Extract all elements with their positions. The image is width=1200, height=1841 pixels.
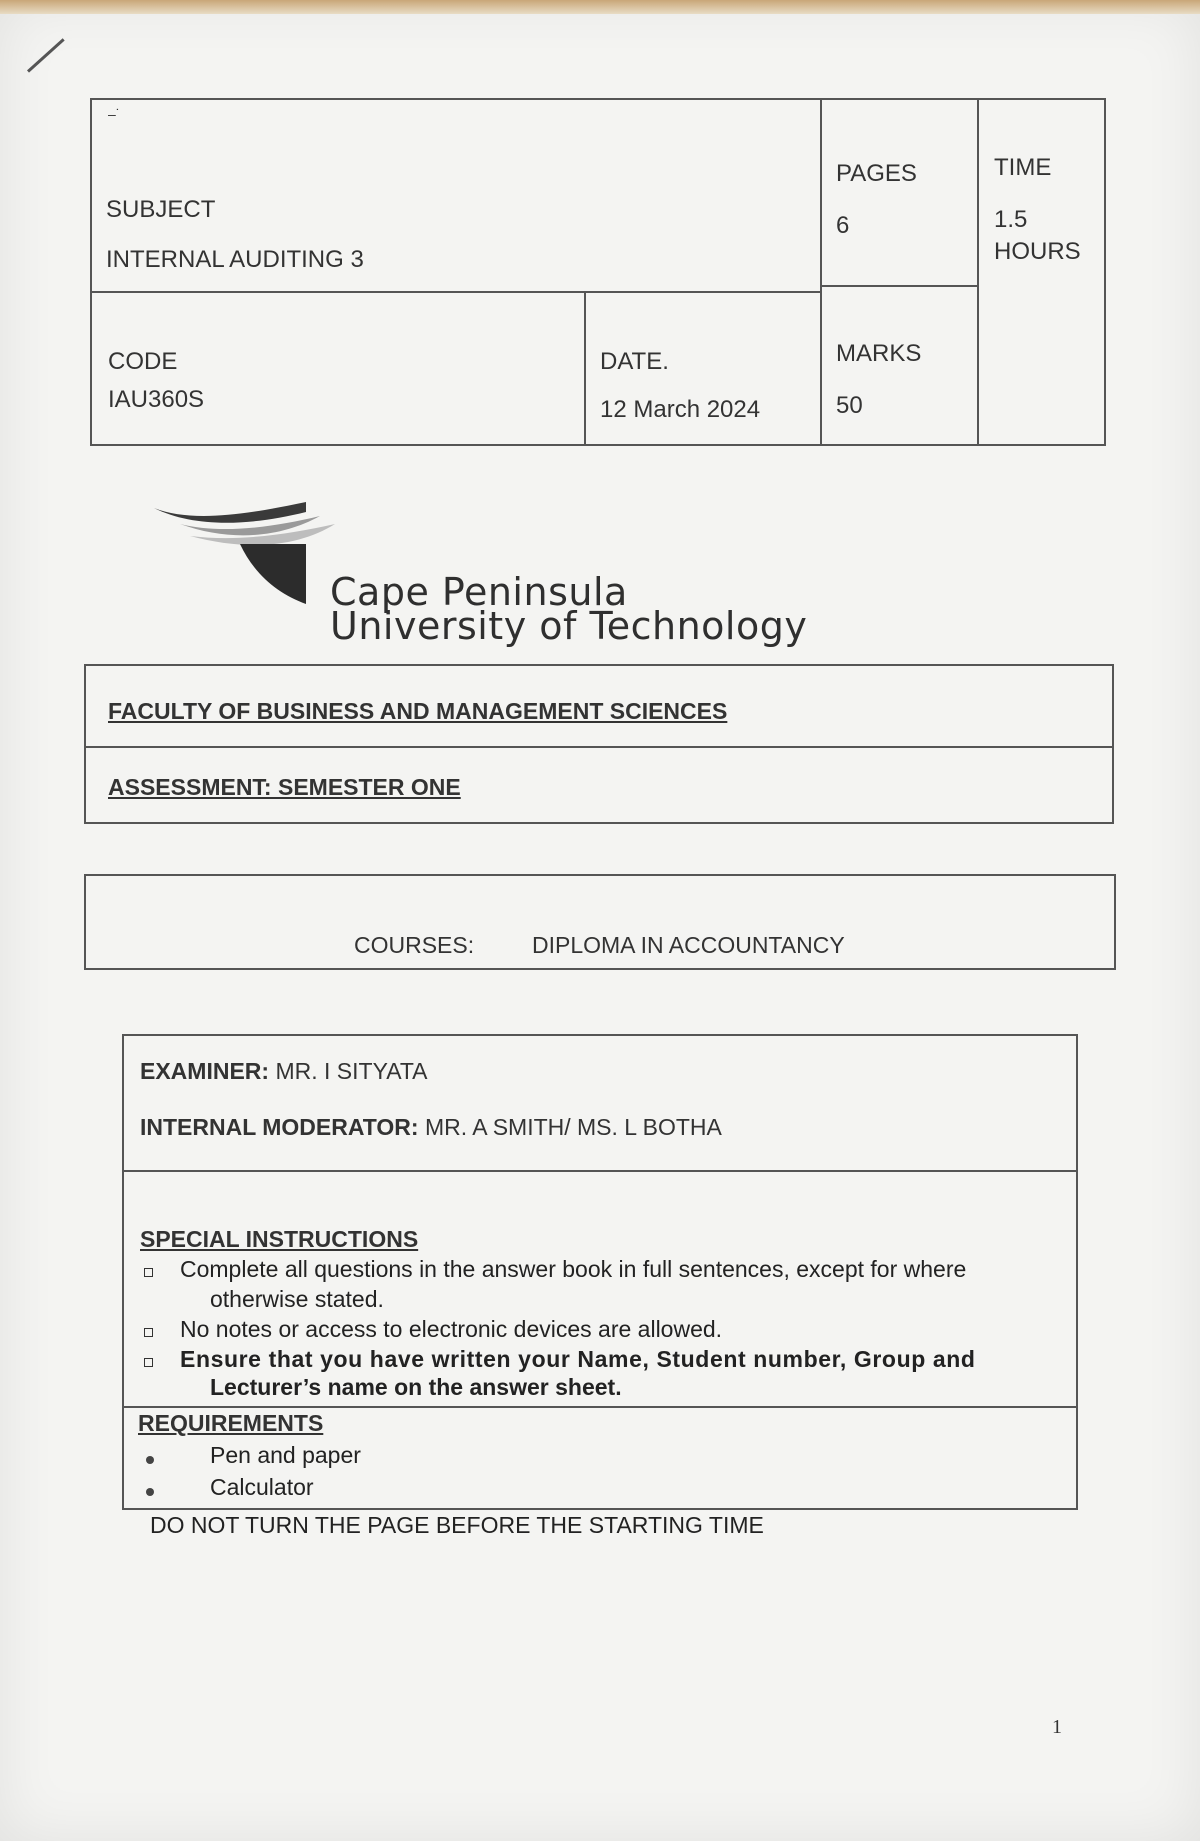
subject-value: INTERNAL AUDITING 3 (106, 246, 364, 273)
requirement-1: Pen and paper (210, 1442, 361, 1468)
date-label: DATE. (600, 348, 669, 375)
requirements-heading: REQUIREMENTS (138, 1410, 324, 1436)
logo-line-2: University of Technology (330, 604, 808, 648)
pages-value: 6 (836, 212, 850, 239)
requirement-2: Calculator (210, 1474, 314, 1500)
checkbox-bullet-icon (144, 1328, 153, 1337)
special-instructions-heading: SPECIAL INSTRUCTIONS (140, 1226, 419, 1252)
moderator-label: INTERNAL MODERATOR: (140, 1114, 419, 1140)
checkbox-bullet-icon (144, 1268, 153, 1277)
header-table: –˙ SUBJECT INTERNAL AUDITING 3 PAGES 6 TIME 1.5 HOURS CODE IAU360S DATE. 12 March 2024 MARKS 50 (90, 98, 1106, 446)
subject-label: SUBJECT (106, 196, 216, 223)
paper-edge (0, 0, 1200, 14)
page-number: 1 (1052, 1716, 1062, 1738)
time-value: 1.5 (994, 206, 1028, 233)
faculty-title: FACULTY OF BUSINESS AND MANAGEMENT SCIENCES (108, 698, 728, 724)
assessment-title: ASSESSMENT: SEMESTER ONE (108, 774, 461, 800)
examiner-value: MR. I SITYATA (275, 1058, 428, 1084)
marks-label: MARKS (836, 340, 922, 367)
time-label: TIME (994, 154, 1052, 181)
marks-value: 50 (836, 392, 863, 419)
logo-line-1: Cape Peninsula (330, 570, 628, 614)
date-value: 12 March 2024 (600, 396, 761, 423)
courses-box (84, 874, 1116, 970)
code-label: CODE (108, 348, 178, 375)
instruction-1: Complete all questions in the answer book in full sentences, except for where (180, 1256, 967, 1282)
bullet-dot-icon (146, 1488, 154, 1496)
faculty-box (84, 664, 1114, 824)
pen-mark (27, 38, 65, 72)
checkbox-bullet-icon (144, 1358, 153, 1367)
cput-logo-icon (150, 494, 350, 614)
footer-note: DO NOT TURN THE PAGE BEFORE THE STARTING TIME (150, 1512, 764, 1538)
pages-label: PAGES (836, 160, 917, 187)
instruction-3-cont: Lecturer’s name on the answer sheet. (210, 1374, 622, 1400)
moderator-value: MR. A SMITH/ MS. L BOTHA (424, 1114, 722, 1140)
courses-value: DIPLOMA IN ACCOUNTANCY (532, 932, 845, 958)
instruction-3: Ensure that you have written your Name, Student number, Group and (180, 1346, 976, 1372)
courses-label: COURSES: (354, 932, 475, 958)
time-unit: HOURS (994, 238, 1081, 265)
examiner-box (122, 1034, 1078, 1510)
code-value: IAU360S (108, 386, 205, 413)
examiner-label: EXAMINER: (140, 1058, 270, 1084)
instruction-1-cont: otherwise stated. (210, 1286, 384, 1312)
bullet-dot-icon (146, 1456, 154, 1464)
instruction-2: No notes or access to electronic devices are allowed. (180, 1316, 723, 1342)
